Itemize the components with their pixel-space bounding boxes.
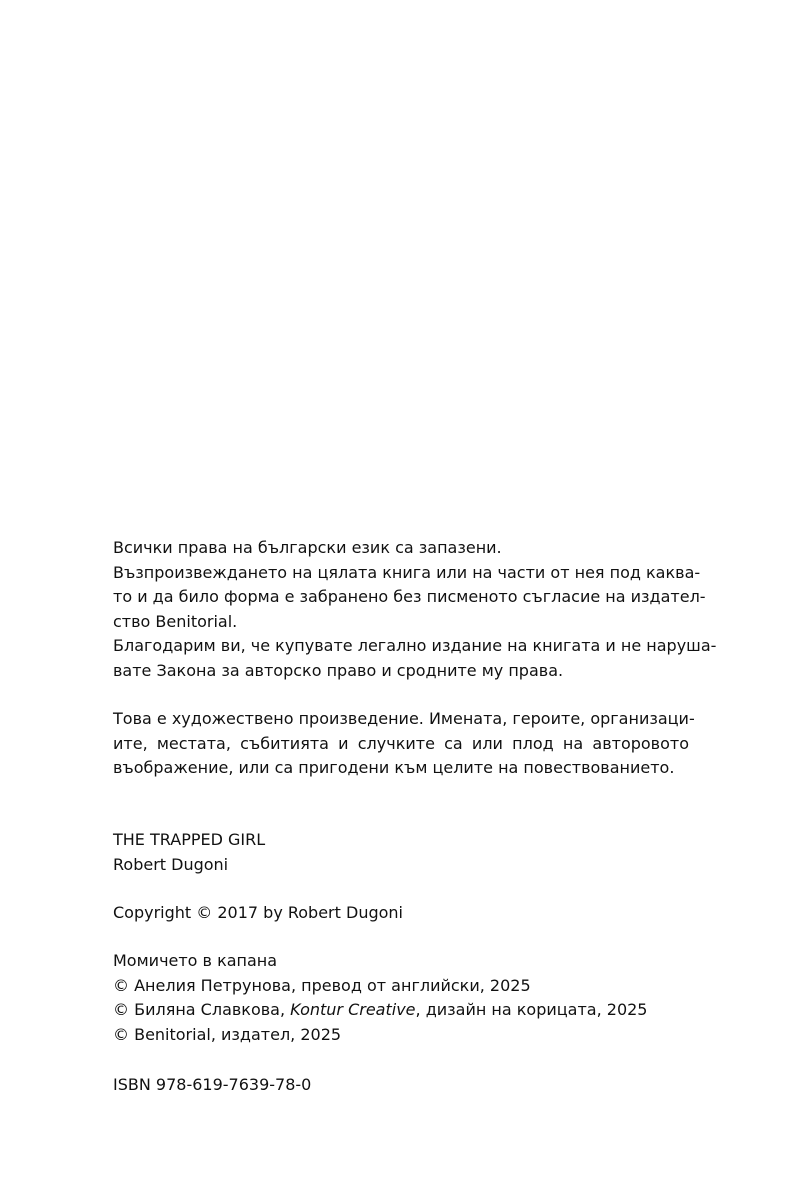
designer-studio: Kontur Creative — [290, 1000, 416, 1020]
copyright-line — [113, 901, 689, 926]
fiction-disclaimer — [113, 707, 695, 781]
translator-credit: © Анелия Петрунова, превод от английски, 2025 — [113, 975, 531, 995]
isbn-block — [113, 1073, 689, 1098]
publisher-credit: © Benitorial, издател, 2025 — [113, 1024, 342, 1044]
rights-line-4: ство Benitorial. — [113, 611, 238, 631]
rights-line-2: Възпроизвеждането на цялата книга или на части от нея под каква- — [113, 562, 701, 582]
original-edition — [113, 828, 689, 877]
fiction-line-3: въображение, или са пригодени към целите на повествованието. — [113, 758, 675, 778]
rights-line-5: Благодарим ви, че купувате легално издание на книгата и не наруша- — [113, 636, 717, 656]
isbn-number: ISBN 978-619-7639-78-0 — [113, 1075, 312, 1094]
cover-design-credit — [113, 998, 689, 1023]
copyright-text: Copyright © 2017 by Robert Dugoni — [113, 903, 403, 922]
rights-line-3: то и да било форма е забранено без писменото съгласие на издател- — [113, 587, 706, 607]
designer-name: © Биляна Славкова, — [113, 1000, 291, 1020]
rights-line-6: вате Закона за авторско право и сродните му права. — [113, 660, 564, 680]
original-title: THE TRAPPED GIRL — [113, 830, 266, 849]
rights-notice — [113, 536, 717, 684]
fiction-line-2: ите, местата, събитията и случките са или плод на авторовото — [113, 733, 689, 753]
fiction-line-1: Това е художествено произведение. Имената, героите, организаци- — [113, 709, 695, 728]
original-author: Robert Dugoni — [113, 854, 229, 874]
bulgarian-edition-credits — [113, 949, 689, 1047]
rights-line-1: Всички права на български език са запазени. — [113, 538, 502, 557]
bg-title: Момичето в капана — [113, 951, 278, 970]
designer-role: , дизайн на корицата, 2025 — [415, 1000, 648, 1020]
